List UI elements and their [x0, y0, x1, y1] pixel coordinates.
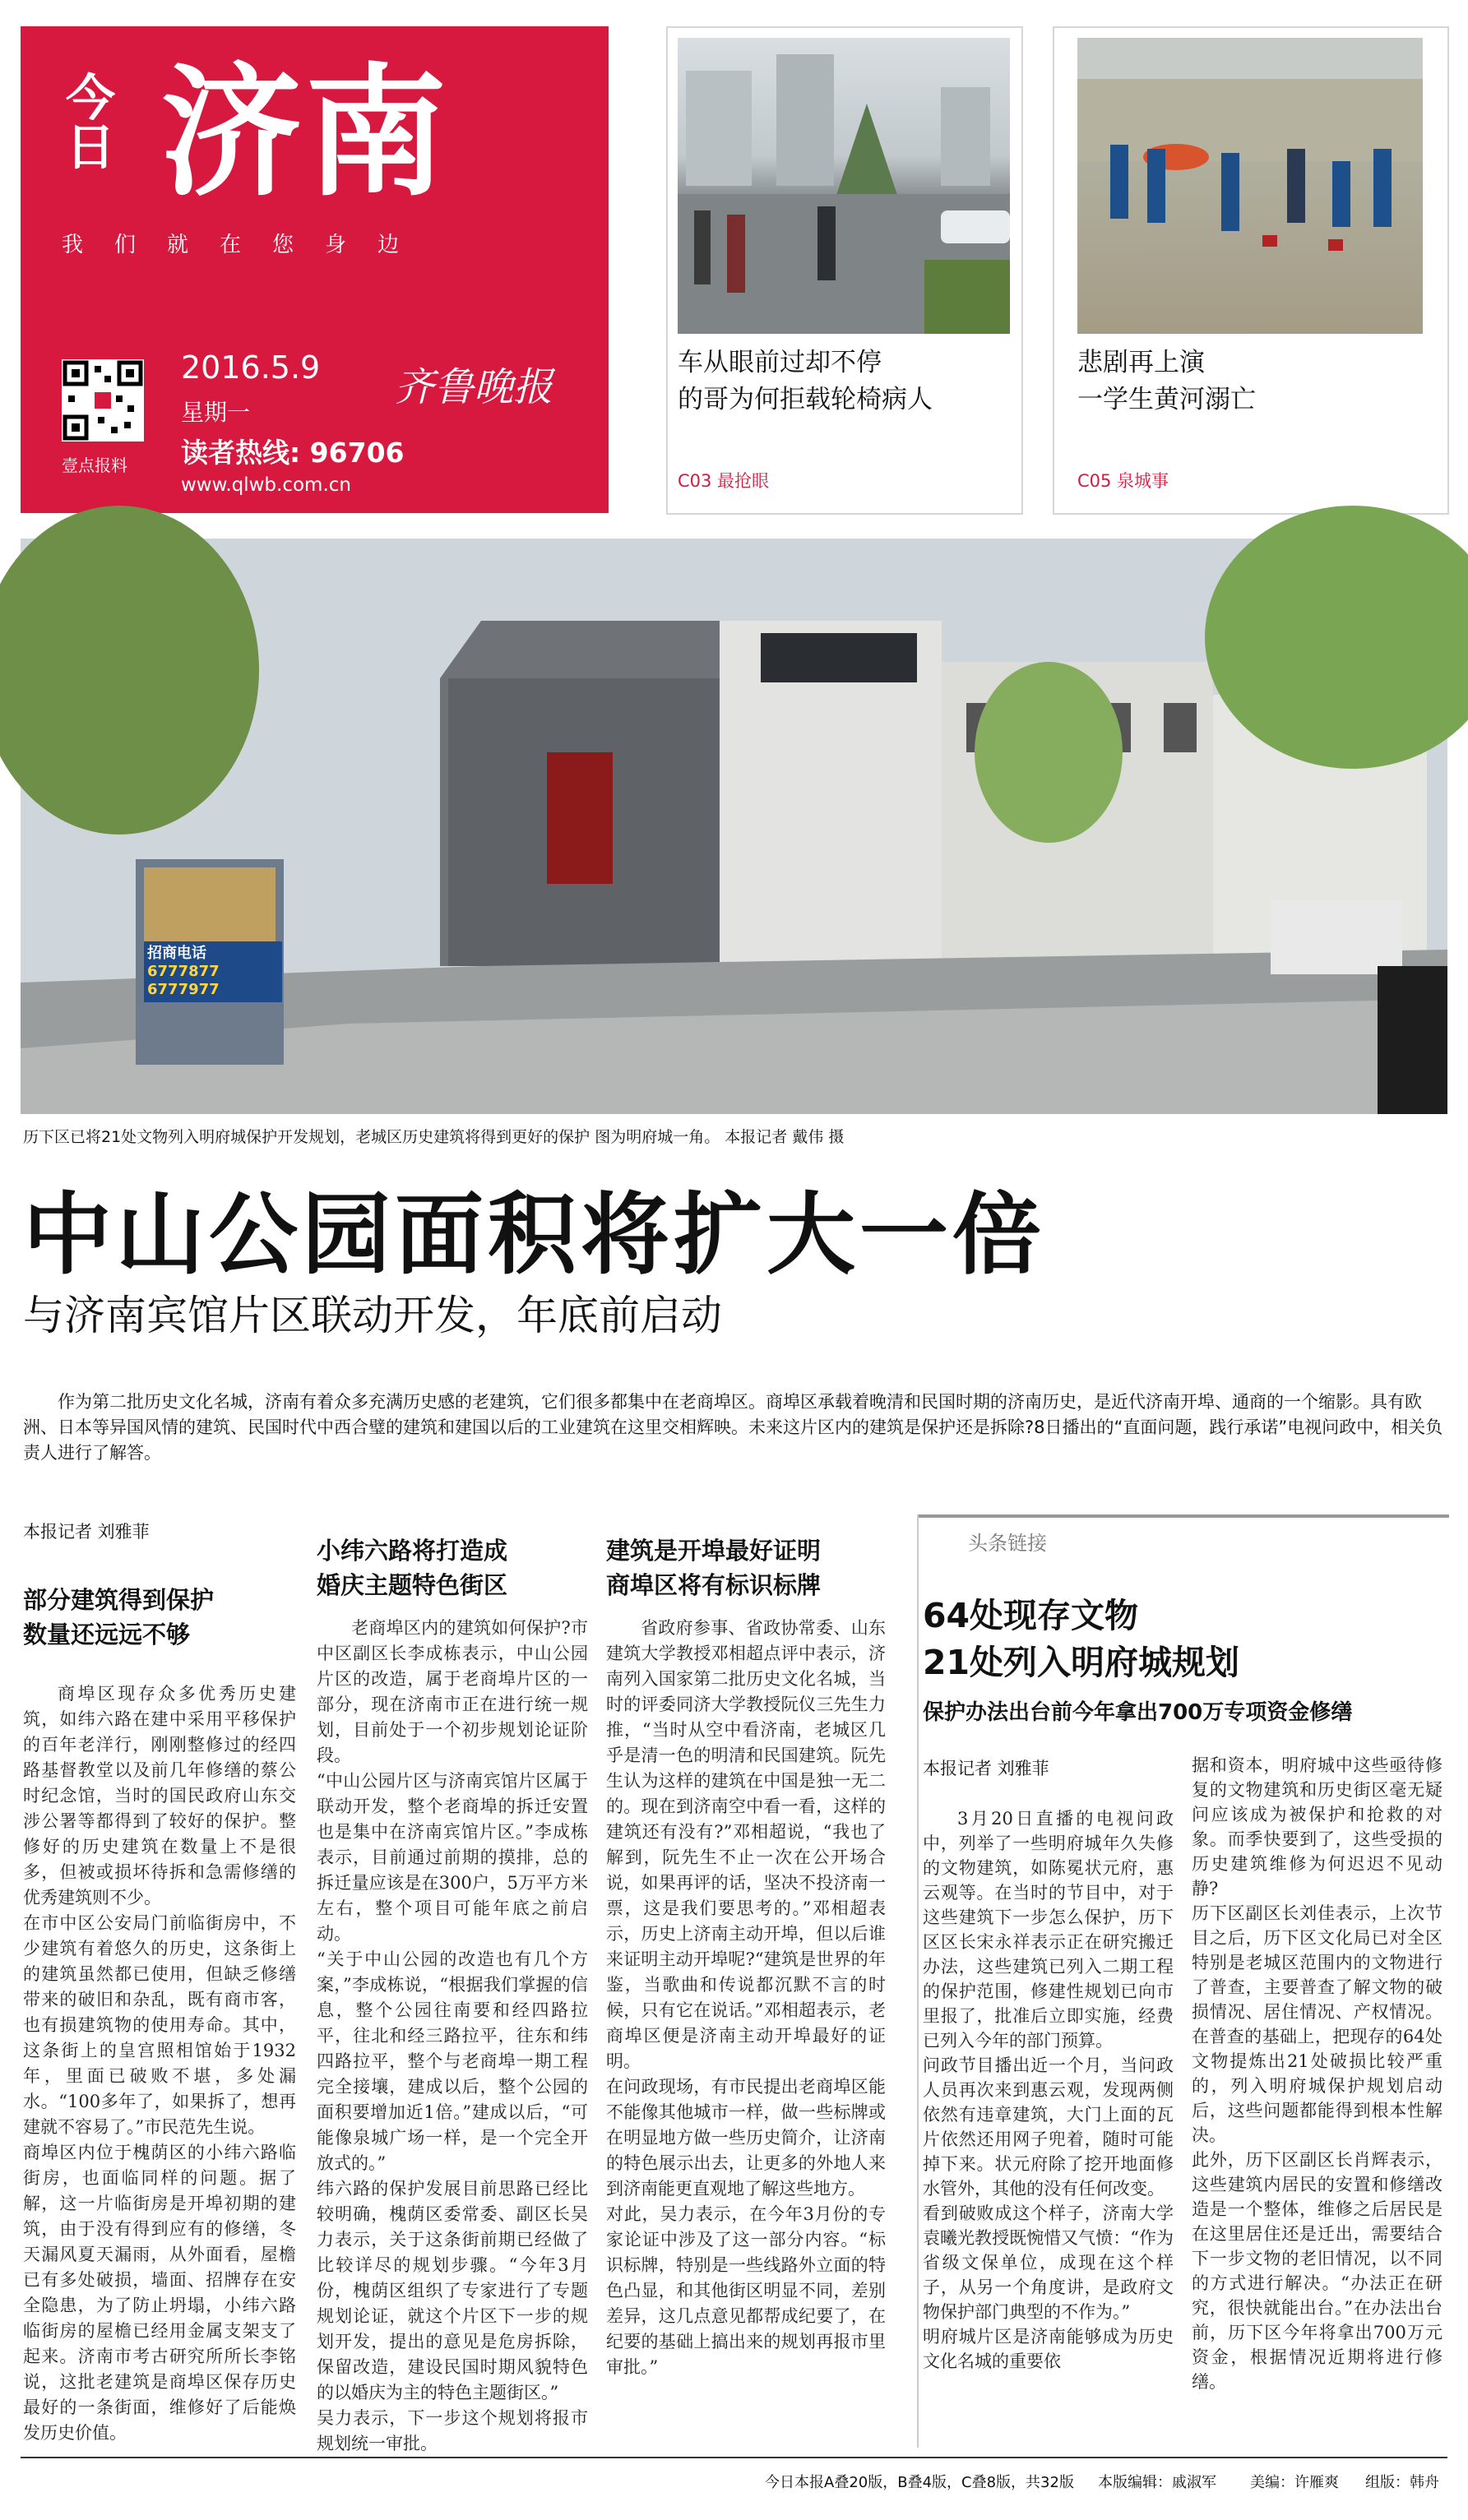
website-link[interactable]: www.qlwb.com.cn — [181, 474, 351, 496]
teaser-headline-2: 的哥为何拒载轮椅病人 — [678, 385, 933, 414]
issue-date: 2016.5.9 — [181, 349, 321, 386]
main-subhead: 与济南宾馆片区联动开发，年底前启动 — [23, 1292, 722, 1339]
footer-proof: 组版：韩舟 — [1365, 2474, 1439, 2491]
lead-paragraph: 作为第二批历史文化名城，济南有着众多充满历史感的老建筑，它们很多都集中在老商埠区。商埠区承载着晚清和民国时期的济南历史，是近代济南开埠、通商的一个缩影。具有欧洲、日本等异国风情的建筑、民国时代中西合璧的建筑和建国以后的工业建筑在这里交相辉映。未来这片区内的建筑是保护还是拆除?8日播出的“直面问题，践行承诺”电视问政中，相关负责人进行了解答。 — [23, 1392, 1443, 1463]
main-headline: 中山公园面积将扩大一倍 — [23, 1184, 1046, 1287]
col1-body: 商埠区现存众多优秀历史建筑，如纬六路在建中采用平移保护的百年老洋行，刚刚整修过的经四路基督教堂以及前几年修缮的蔡公时纪念馆，当时的国民政府山东交涉公署等都得到了较好的保护。整修好的历史建筑在数量上不是很多，但被或损坏待拆和急需修缮的优秀建筑则不少。 在市中区公安局门前临街房中，不少建筑有着悠久的历史，这条街上的建筑虽然都已使用，但缺乏修缮带来的破旧和杂乱，既有商市客，也有损建筑物的使用寿命。其中，这条街上的皇宫照相馆始于1932年，里面已破败不堪，多处漏水。“100多年了，如果拆了，想再建就不容易了。”市民范先生说。 商埠区内位于槐荫区的小纬六路临街房，也面临同样的问题。据了解，这一片临街房是开埠初期的建筑，由于没有得到应有的修缮，冬天漏风夏天漏雨，从外面看，屋檐已有多处破损，墙面、招牌存在安全隐患，为了防止坍塌，小纬六路临街房的屋檐已经用金属支架支了起来。济南市考古研究所所长李铭说，这批老建筑是商埠区保存历史最好的一条街面，维修好了后能焕发历史价值。 — [23, 1684, 296, 2443]
weekday: 星期一 — [181, 399, 251, 426]
col3-heading: 建筑是开埠最好证明 商埠区将有标识标牌 — [606, 1537, 822, 1599]
footer-pages: 今日本报A叠20版，B叠4版，C叠8版，共32版 — [765, 2474, 1074, 2491]
slogan: 我们就在您身边 — [62, 233, 431, 257]
sidebar-byline: 本报记者 刘雅菲 — [923, 1759, 1049, 1778]
teaser-headline-1: 悲剧再上演 — [1077, 348, 1205, 377]
sidebar-title-2: 21处列入明府城规划 — [923, 1643, 1240, 1682]
col2-heading: 小纬六路将打造成 婚庆主题特色街区 — [317, 1537, 508, 1599]
sidebar-subtitle: 保护办法出台前今年拿出700万专项资金修缮 — [923, 1700, 1353, 1725]
sidebar-col1-body: 3月20日直播的电视问政中，列举了一些明府城年久失修的文物建筑，如陈冕状元府，惠云观等。在当时的节目中，对于这些建筑下一步怎么保护，历下区区长宋永祥表示正在研究搬迁办法，这些建筑已列入二期工程的保护范围，修建性规划已向市里报了，批准后立即实施，经费已列入今年的部门预算。 问政节目播出近一个月，当问政人员再次来到惠云观，发现两侧依然有违章建筑，大门上面的瓦片依然还用网子兜着，随时可能掉下来。状元府除了挖开地面修水管外，其他的没有任何改变。 看到破败成这个样子，济南大学袁曦光教授既惋惜又气愤：“作为省级文保单位，成现在这个样子，从另一个角度讲，是政府文物保护部门典型的不作为。” 明府城片区是济南能够成为历史文化名城的重要依 — [923, 1809, 1174, 2371]
footer-rule — [21, 2457, 1447, 2458]
sign-text-3: 6777977 — [147, 981, 220, 998]
photo-caption: 历下区已将21处文物列入明府城保护开发规划，老城区历史建筑将得到更好的保护 图为明府城一角。 本报记者 戴伟 摄 — [23, 1128, 845, 1146]
sign-text-2: 6777877 — [147, 963, 220, 980]
sidebar-divider — [919, 1514, 1449, 1518]
teaser-headline-1: 车从眼前过却不停 — [678, 348, 882, 377]
reader-hotline: 读者热线: 96706 — [181, 437, 405, 469]
teaser-c05[interactable] — [1053, 26, 1449, 515]
col2-body: 老商埠区内的建筑如何保护?市中区副区长李成栋表示，中山公园片区的改造，属于老商埠片区的一部分，现在济南市正在进行统一规划，目前处于一个初步规划论证阶段。 “中山公园片区与济南宾馆片区属于联动开发，整个老商埠的拆迁安置也是集中在济南宾馆片区。”李成栋表示，目前通过前期的摸排，总的拆迁量应该是在300户，5万平方米左右，整个项目可能年底之前启动。 “关于中山公园的改造也有几个方案，”李成栋说，“根据我们掌握的信息，整个公园往南要和经四路拉平，往北和经三路拉平，往东和纬四路拉平，整个与老商埠一期工程完全接壤，建成以后，整个公园的面积要增加近1倍。”建成以后，“可能像泉城广场一样，是一个完全开放式的。” 纬六路的保护发展目前思路已经比较明确，槐荫区委常委、副区长吴力表示，关于这条街前期已经做了比较详尽的规划步骤。“今年3月份，槐荫区组织了专家进行了专题规划论证，就这个片区下一步的规划开发，提出的意见是危房拆除，保留改造，建设民国时期风貌特色的以婚庆为主的特色主题街区。” 吴力表示，下一步这个规划将报市规划统一审批。 — [317, 1618, 588, 2453]
sidebar-col2-body: 据和资本，明府城中这些亟待修复的文物建筑和历史街区毫无疑问应该成为被保护和抢救的对象。而季快要到了，这些受损的历史建筑维修为何迟迟不见动静? 历下区副区长刘佳表示，上次节目之后，历下区文化局已对全区特别是老城区范围内的文物进行了普查，主要普查了解文物的破损情况、居住情况、产权情况。在普查的基础上，把现存的64处文物提炼出21处破损比较严重的，列入明府城保护规划启动后，这些问题都能得到根本性解决。 此外，历下区副区长肖辉表示，这些建筑内居民的安置和修缮改造是一个整体，维修之后居民是在这里居住还是迁出，需要结合下一步文物的老旧情况，以不同的方式进行解决。“办法正在研究，很快就能出台。”在办法出台前，历下区今年将拿出700万元资金，根据情况近期将进行修缮。 — [1192, 1755, 1443, 2392]
qr-label: 壹点报料 — [62, 455, 127, 475]
masthead — [21, 26, 609, 513]
sidebar-box — [917, 1514, 1449, 2448]
sidebar-label: 头条链接 — [968, 1532, 1047, 1555]
footer-editor: 本版编辑：戚淑军 — [1098, 2474, 1216, 2491]
qr-code-icon[interactable] — [62, 359, 144, 442]
sign-text-1: 招商电话 — [147, 945, 206, 962]
teaser-photo-river — [1077, 38, 1423, 334]
col3-body: 省政府参事、省政协常委、山东建筑大学教授邓相超点评中表示，济南列入国家第二批历史文化名城，当时的评委同济大学教授阮仪三先生力推，“当时从空中看济南，老城区几乎是清一色的明清和民国建筑。阮先生认为这样的建筑在中国是独一无二的。现在到济南空中看一看，这样的建筑还有没有?”邓相超说，“我也了解到，阮先生不止一次在公开场合说，如果再评的话，坚决不投济南一票，这是我们要思考的。”邓相超表示，历史上济南主动开埠，但以后谁来证明主动开埠呢?“建筑是世界的年鉴，当歌曲和传说都沉默不言的时候，只有它在说话。”邓相超表示，老商埠区便是济南主动开埠最好的证明。 在问政现场，有市民提出老商埠区能不能像其他城市一样，做一些标牌或在明显地方做一些历史简介，让济南的特色展示出去，让更多的外地人来到济南能更直观地了解这些地方。 对此，吴力表示，在今年3月份的专家论证中涉及了这一部分内容。“标识标牌，特别是一些线路外立面的特色凸显，和其他街区明显不同，差别差异，这几点意见都帮成纪要了，在纪要的基础上搞出来的规划再报市里审批。” — [606, 1618, 886, 2377]
teaser-photo-traffic — [678, 38, 1010, 334]
col1-heading: 部分建筑得到保护 数量还远远不够 — [23, 1586, 215, 1648]
teaser-c03[interactable] — [666, 26, 1023, 515]
byline: 本报记者 刘雅菲 — [23, 1522, 150, 1542]
teaser-section: C05 泉城事 — [1077, 471, 1169, 491]
sidebar-title-1: 64处现存文物 — [923, 1596, 1139, 1635]
logo-small: 今日 — [58, 72, 115, 170]
teaser-section: C03 最抢眼 — [678, 471, 770, 491]
logo-main: 济南 — [160, 50, 450, 215]
teaser-headline-2: 一学生黄河溺亡 — [1077, 385, 1256, 414]
brand-logo: 齐鲁晚报 — [395, 364, 553, 410]
promo-sign — [144, 941, 282, 1002]
footer-designer: 美编：许雁爽 — [1250, 2474, 1339, 2491]
main-photo — [21, 539, 1447, 1114]
